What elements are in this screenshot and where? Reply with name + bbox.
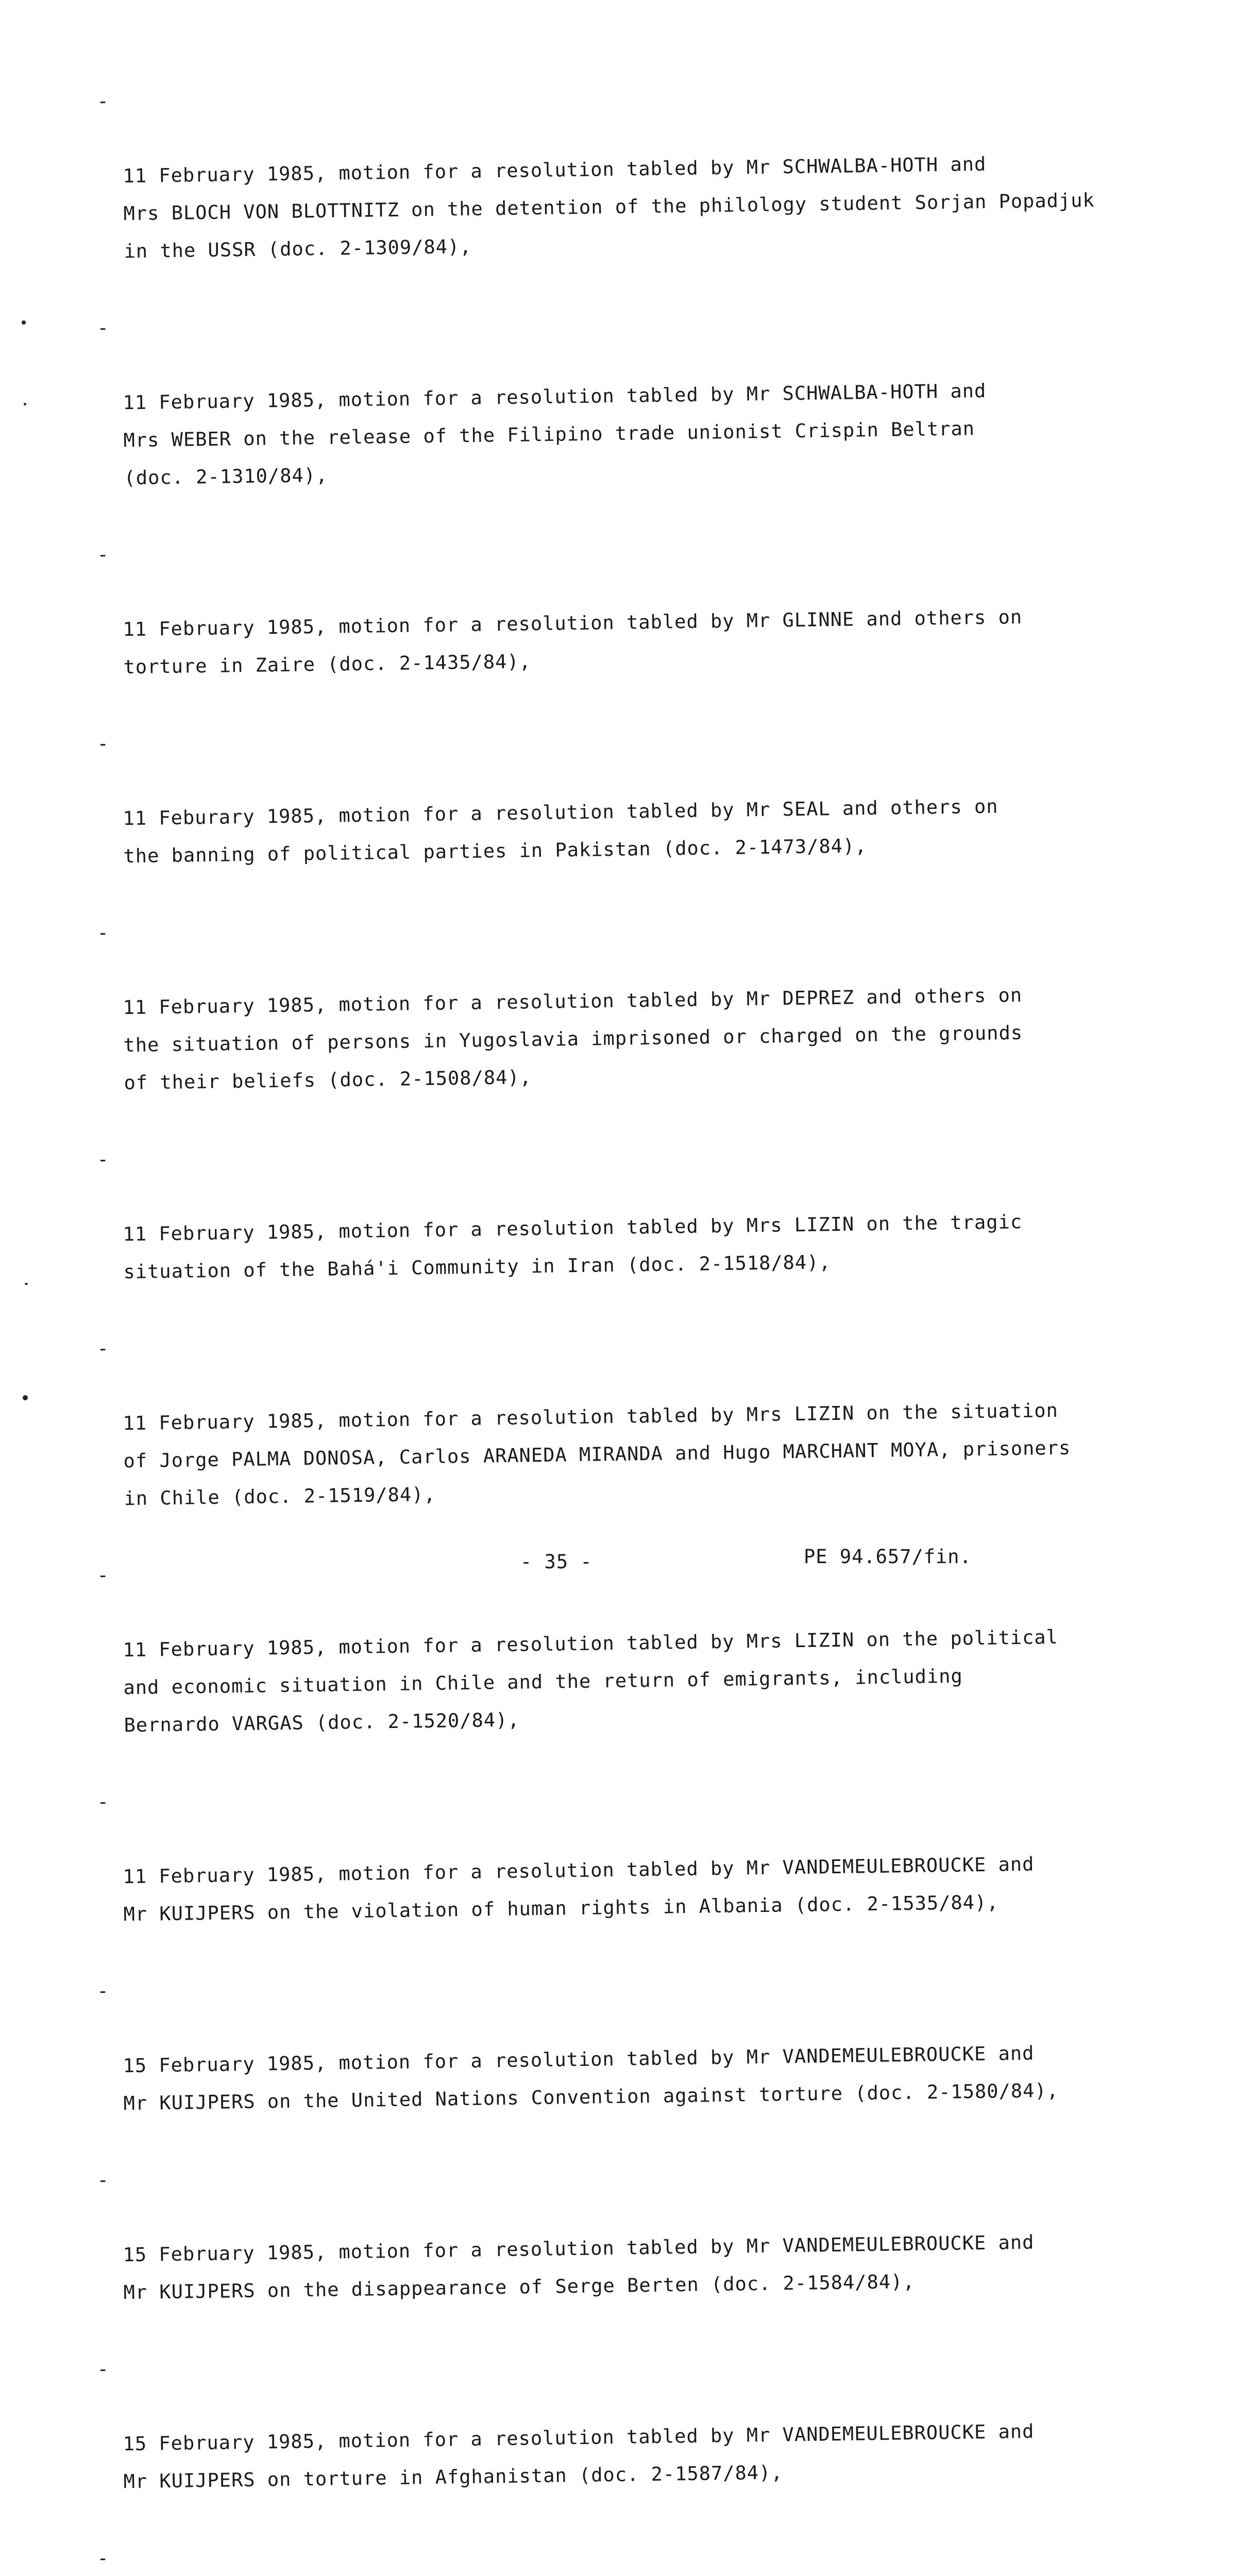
list-dash: - xyxy=(97,1979,110,2002)
document-reference: PE 94.657/fin. xyxy=(804,1546,972,1568)
list-dash: - xyxy=(97,316,110,339)
list-dash: - xyxy=(97,1564,110,1586)
motion-list xyxy=(97,82,1127,2576)
list-item xyxy=(97,900,1130,1140)
entry-text: 11 February 1985, motion for a resolution tabled by Mr DEPREZ and others on the situation of persons in Yugoslavia imprisoned or charged on the grounds of their beliefs (doc. 2-1508/84), xyxy=(123,984,1023,1094)
list-item xyxy=(97,1769,1130,1971)
list-item xyxy=(97,710,1130,913)
list-dash: - xyxy=(97,1790,110,1813)
list-item xyxy=(97,2147,1130,2349)
list-dash: - xyxy=(97,1337,110,1360)
entry-text: 15 February 1985, motion for a resolution tabled by Mr VANDEMEULEBROUCKE and Mr KUIJPERS on torture in Afghanistan (doc. 2-1587/84), xyxy=(123,2420,1035,2493)
list-dash: - xyxy=(97,90,110,112)
entry-text: 11 February 1985, motion for a resolution tabled by Mrs LIZIN on the political and economic situation in Chile and the return of emigrants, including Bernardo VARGAS (doc. 2-1520/84), xyxy=(123,1625,1059,1737)
entry-text: 15 February 1985, motion for a resolution tabled by Mr VANDEMEULEBROUCKE and Mr KUIJPERS on the United Nations Convention against torture (doc. 2-1580/84), xyxy=(123,2042,1059,2115)
list-item xyxy=(97,1542,1130,1782)
entry-text: 11 February 1985, motion for a resolution tabled by Mrs LIZIN on the tragic situation of the Bahá'i Community in Iran (doc. 2-1518/84), xyxy=(123,1210,1023,1283)
list-item xyxy=(97,1958,1130,2160)
list-dash: - xyxy=(97,2547,110,2569)
list-dash: - xyxy=(97,732,110,755)
list-item xyxy=(97,1126,1130,1329)
list-item xyxy=(97,1315,1130,1555)
list-dash: - xyxy=(97,2168,110,2191)
scan-speck xyxy=(22,320,26,325)
scan-speck xyxy=(24,403,26,405)
list-item xyxy=(97,68,1130,308)
scan-speck xyxy=(23,1395,28,1400)
list-item xyxy=(97,295,1130,535)
entry-text: 11 February 1985, motion for a resolution tabled by Mr VANDEMEULEBROUCKE and Mr KUIJPERS on the violation of human rights in Albania (doc. 2-1535/84), xyxy=(123,1853,1035,1926)
page-number: - 35 - xyxy=(520,1551,592,1573)
list-item xyxy=(97,521,1130,724)
list-dash: - xyxy=(97,921,110,944)
entry-text: 11 February 1985, motion for a resolution tabled by Mr SCHWALBA-HOTH and Mrs BLOCH VON BLOTTNITZ on the detention of the philology student Sorjan Popadjuk in the USSR (doc. 2-1309/84), xyxy=(123,152,1095,263)
entry-text: 15 February 1985, motion for a resolution tabled by Mr VANDEMEULEBROUCKE and Mr KUIJPERS on the disappearance of Serge Berten (doc. 2-1584/84), xyxy=(123,2231,1035,2304)
list-dash: - xyxy=(97,2358,110,2380)
scan-speck xyxy=(25,1283,28,1285)
list-dash: - xyxy=(97,1148,110,1171)
entry-text: 11 February 1985, motion for a resolution tabled by Mrs LIZIN on the situation of Jorge PALMA DONOSA, Carlos ARANEDA MIRANDA and Hugo MARCHANT MOYA, prisoners in Chile (doc. 2-1519/84), xyxy=(123,1399,1071,1510)
entry-text: 11 February 1985, motion for a resolution tabled by Mr SCHWALBA-HOTH and Mrs WEBER on the release of the Filipino trade unionist Crispin Beltran (doc. 2-1310/84), xyxy=(123,379,987,489)
entry-text: 11 February 1985, motion for a resolution tabled by Mr GLINNE and others on torture in Zaire (doc. 2-1435/84), xyxy=(123,605,1023,679)
entry-text: 11 Feburary 1985, motion for a resolution tabled by Mr SEAL and others on the banning of political parties in Pakistan (doc. 2-1473/84), xyxy=(123,795,998,868)
list-item xyxy=(97,2336,1130,2538)
list-dash: - xyxy=(97,543,110,566)
